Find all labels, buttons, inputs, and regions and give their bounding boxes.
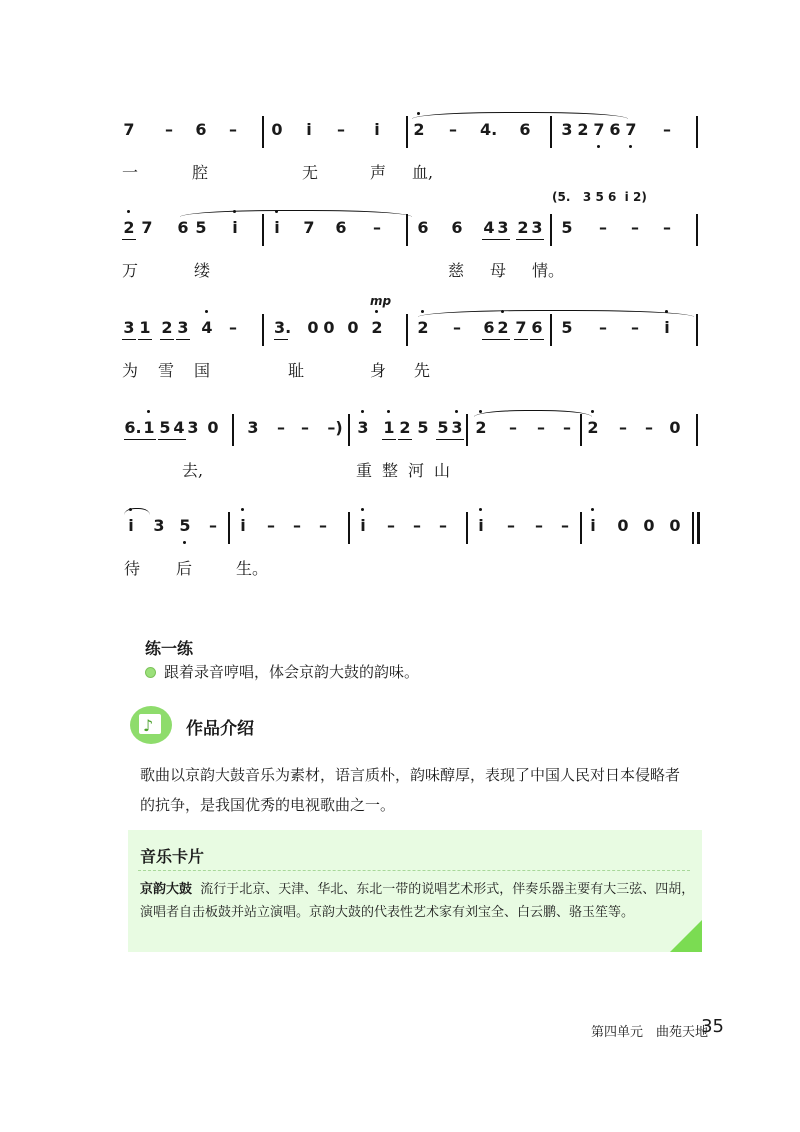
note: 5 (561, 318, 573, 337)
note: 4 (201, 318, 213, 337)
note: 3 (561, 120, 573, 139)
intro-title: 作品介绍 (186, 719, 254, 739)
bar-line (696, 314, 698, 346)
lyric: 为 (122, 361, 139, 380)
lyric: 先 (414, 361, 431, 380)
note: 6 (195, 120, 207, 139)
lyric: 母 (490, 261, 507, 280)
note: 4 (482, 218, 496, 240)
bar-line (550, 214, 552, 246)
music-card (128, 830, 702, 952)
note: 0 (323, 318, 335, 337)
note: – (209, 516, 217, 535)
note: 7 (593, 120, 605, 139)
note: 1 (382, 418, 396, 440)
lyric: 山 (434, 461, 451, 480)
lyric: 无 (302, 163, 319, 182)
note: 6 (451, 218, 463, 237)
bar-line (406, 314, 408, 346)
practice-section (145, 636, 193, 659)
lyric: 重 (356, 461, 373, 480)
note: – (631, 318, 639, 337)
bar-line (550, 116, 552, 148)
note: 0 (643, 516, 655, 535)
lyric: 万 (122, 261, 139, 280)
slur (180, 210, 412, 217)
lyric: 去, (182, 461, 204, 480)
lyric: 一 (122, 163, 139, 182)
note: i (306, 120, 312, 139)
card-term: 京韵大鼓 (140, 882, 193, 897)
note: – (537, 418, 545, 437)
lyrics-line (120, 358, 705, 382)
note: i (124, 516, 138, 535)
bar-line (696, 414, 698, 446)
note: 3 (530, 218, 544, 240)
final-bar-line (697, 512, 700, 544)
note: – (663, 120, 671, 139)
note: 7 (514, 318, 528, 340)
bar-line (406, 214, 408, 246)
score-row-notes (120, 116, 705, 156)
note: 6 (335, 218, 347, 237)
note: 2 (577, 120, 589, 139)
bar-line (550, 314, 552, 346)
bar-line (406, 116, 408, 148)
note: 2 (413, 120, 425, 139)
bar-line (348, 512, 350, 544)
lyric: 雪 (158, 361, 175, 380)
score-annotation: (5. 3 5 6 i 2) (552, 190, 647, 204)
card-title: 音乐卡片 (140, 847, 205, 866)
note: 0 (669, 418, 681, 437)
note: 4. (480, 120, 498, 139)
note: 6 (530, 318, 544, 340)
note: 3 (153, 516, 165, 535)
lyric: 整 (382, 461, 399, 480)
note: – (373, 218, 381, 237)
note: – (507, 516, 515, 535)
note: 2 (371, 318, 383, 337)
score-row-notes (120, 314, 705, 354)
card-divider (138, 870, 690, 871)
note: 5 (158, 418, 172, 440)
note: 0 (307, 318, 319, 337)
note: 3 (176, 318, 190, 340)
note: 2 (496, 318, 510, 340)
practice-item-text: 跟着录音哼唱，体会京韵大鼓的韵味。 (164, 663, 420, 681)
note: – (413, 516, 421, 535)
note: i (374, 120, 380, 139)
lyric: 情。 (532, 261, 565, 280)
score-row-notes (120, 414, 705, 454)
lyric: 耻 (288, 361, 305, 380)
note: – (439, 516, 447, 535)
page-number: 35 (701, 1016, 724, 1037)
practice-item (145, 661, 419, 682)
note: 2 (475, 418, 487, 437)
intro-body: 歌曲以京韵大鼓音乐为素材，语言质朴，韵味醇厚，表现了中国人民对日本侵略者的抗争，是我国优秀的电视歌曲之一。 (140, 766, 681, 814)
practice-title: 练一练 (145, 639, 194, 658)
note: 5 (561, 218, 573, 237)
note: 6. (124, 418, 142, 440)
bar-line (348, 414, 350, 446)
note: 0 (271, 120, 283, 139)
lyrics-line (120, 160, 705, 184)
lyric: 血, (412, 163, 434, 182)
note: 6 (177, 218, 189, 237)
note: 1 (142, 418, 156, 440)
note: 7 (123, 120, 135, 139)
bar-line (692, 512, 694, 544)
note: 3 (122, 318, 136, 340)
card-body (140, 878, 695, 924)
lyric: 缕 (194, 261, 211, 280)
note: 3 (496, 218, 510, 240)
lyric: 身 (370, 361, 387, 380)
note: – (509, 418, 517, 437)
lyric: 慈 (448, 261, 465, 280)
bar-line (696, 214, 698, 246)
note: i (356, 516, 370, 535)
lyrics-line (120, 258, 705, 282)
note: 2 (122, 218, 136, 240)
bullet-icon (145, 667, 156, 678)
note: i (270, 218, 284, 237)
note: 7 (625, 120, 637, 139)
note: – (561, 516, 569, 535)
score-row-notes (120, 512, 705, 552)
lyric: 腔 (192, 163, 209, 182)
note: 6 (519, 120, 531, 139)
bar-line (262, 214, 264, 246)
note: – (293, 516, 301, 535)
note: – (563, 418, 571, 437)
lyric: 待 (124, 559, 141, 578)
note: – (663, 218, 671, 237)
note: 2 (587, 418, 599, 437)
lyric: 生。 (236, 559, 269, 578)
note: 3 (187, 418, 199, 437)
score-row-notes (120, 214, 705, 254)
note: 6 (609, 120, 621, 139)
lyric: 声 (370, 163, 387, 182)
slur (418, 310, 694, 317)
note: i (228, 218, 242, 237)
note: i (660, 318, 674, 337)
music-book-icon: ♪ (130, 706, 172, 744)
note: 3 (450, 418, 464, 440)
note: i (474, 516, 488, 535)
note: – (631, 218, 639, 237)
note: – (301, 418, 309, 437)
note: 2 (417, 318, 429, 337)
note: – (229, 120, 237, 139)
note: – (319, 516, 327, 535)
note: – (599, 218, 607, 237)
note: – (337, 120, 345, 139)
note: 5 (417, 418, 429, 437)
note: 2 (516, 218, 530, 240)
note: 1 (138, 318, 152, 340)
lyric: 后 (176, 559, 193, 578)
note: – (449, 120, 457, 139)
lyric: 国 (194, 361, 211, 380)
note: 5 (436, 418, 450, 440)
slur (124, 508, 150, 515)
dynamic-mark: mp (370, 294, 392, 308)
note: 6 (417, 218, 429, 237)
note: – (599, 318, 607, 337)
slur (474, 410, 592, 417)
note: – (535, 516, 543, 535)
note: 4 (172, 418, 186, 440)
page-curl-icon (670, 920, 702, 952)
bar-line (580, 414, 582, 446)
note: 0 (617, 516, 629, 535)
note: i (586, 516, 600, 535)
bar-line (232, 414, 234, 446)
note: 0 (207, 418, 219, 437)
note: 0 (347, 318, 359, 337)
slur (412, 112, 628, 119)
note: 5 (179, 516, 191, 535)
bar-line (262, 314, 264, 346)
note: – (229, 318, 237, 337)
bar-line (696, 116, 698, 148)
lyric: 河 (408, 461, 425, 480)
bar-line (262, 116, 264, 148)
note: – (619, 418, 627, 437)
card-text: 流行于北京、天津、华北、东北一带的说唱艺术形式，伴奏乐器主要有大三弦、四胡，演唱者自击板鼓并站立演唱。京韵大鼓的代表性艺术家有刘宝全、白云鹏、骆玉笙等。 (140, 882, 695, 920)
note: –) (327, 418, 343, 437)
note: 3 (247, 418, 259, 437)
note: 2 (160, 318, 174, 340)
footer-unit: 第四单元 曲苑天地 (590, 1025, 708, 1040)
bar-line (580, 512, 582, 544)
note: – (165, 120, 173, 139)
lyrics-line (120, 458, 705, 482)
note: – (453, 318, 461, 337)
note: 5 (195, 218, 207, 237)
note: – (387, 516, 395, 535)
note: 7 (303, 218, 315, 237)
note: 0 (669, 516, 681, 535)
note: 2 (398, 418, 412, 440)
bar-line (228, 512, 230, 544)
note: i (236, 516, 250, 535)
note: – (277, 418, 285, 437)
bar-line (466, 414, 468, 446)
note: 7 (141, 218, 153, 237)
note: – (267, 516, 275, 535)
note: 6 (482, 318, 496, 340)
bar-line (466, 512, 468, 544)
note: 3. (274, 318, 288, 340)
lyrics-line (120, 556, 705, 580)
note: – (645, 418, 653, 437)
note: 3 (357, 418, 369, 437)
